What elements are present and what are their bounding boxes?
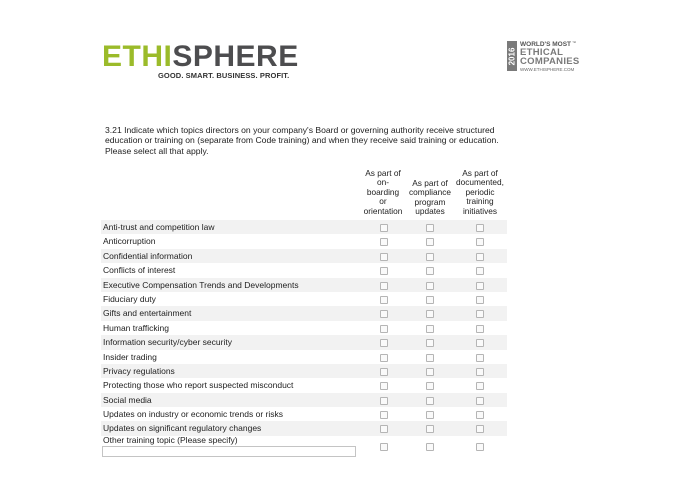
badge-line-1: WORLD'S MOST <box>520 41 572 48</box>
checkbox-onboarding[interactable] <box>380 354 388 362</box>
row-label: Fiduciary duty <box>103 293 156 304</box>
checkbox-compliance[interactable] <box>426 282 434 290</box>
logo-sphere: SPHERE <box>172 40 299 73</box>
checkbox-onboarding[interactable] <box>380 253 388 261</box>
column-header-periodic: As part of documented, periodic training initiatives <box>456 168 504 216</box>
row-label: Anti-trust and competition law <box>103 222 215 232</box>
checkbox-onboarding[interactable] <box>380 310 388 318</box>
column-header-compliance: As part of compliance program updates <box>409 178 451 217</box>
table-row <box>101 306 507 320</box>
checkbox-compliance[interactable] <box>426 443 434 451</box>
checkbox-periodic[interactable] <box>476 282 484 290</box>
checkbox-periodic[interactable] <box>476 382 484 390</box>
checkbox-compliance[interactable] <box>426 238 434 246</box>
column-header-onboarding: As part of on- boarding or orientation <box>363 168 403 216</box>
row-label: Anticorruption <box>103 236 156 247</box>
checkbox-onboarding[interactable] <box>380 325 388 333</box>
row-label: Conflicts of interest <box>103 265 176 276</box>
checkbox-compliance[interactable] <box>426 339 434 347</box>
question-text: 3.21 Indicate which topics directors on your company's Board or governing authority receive structured education or training on (separate from Code training) and when they receive said training or education. Please select all that apply. <box>105 125 499 156</box>
checkbox-periodic[interactable] <box>476 411 484 419</box>
checkbox-compliance[interactable] <box>426 325 434 333</box>
ethisphere-logo <box>102 40 299 80</box>
checkbox-onboarding[interactable] <box>380 224 388 232</box>
table-row <box>101 278 507 292</box>
ethical-companies-badge <box>507 40 580 74</box>
row-label: Insider trading <box>103 351 157 362</box>
table-row <box>101 249 507 263</box>
row-label: Confidential information <box>103 250 193 261</box>
checkbox-periodic[interactable] <box>476 238 484 246</box>
checkbox-periodic[interactable] <box>476 425 484 433</box>
checkbox-compliance[interactable] <box>426 397 434 405</box>
checkbox-periodic[interactable] <box>476 310 484 318</box>
checkbox-onboarding[interactable] <box>380 411 388 419</box>
row-label: Updates on industry or economic trends or risks <box>103 409 283 420</box>
table-row <box>101 263 507 277</box>
checkbox-compliance[interactable] <box>426 425 434 433</box>
checkbox-periodic[interactable] <box>476 368 484 376</box>
checkbox-periodic[interactable] <box>476 325 484 333</box>
table-row <box>101 220 507 234</box>
checkbox-periodic[interactable] <box>476 253 484 261</box>
row-label: Executive Compensation Trends and Developments <box>103 279 299 290</box>
checkbox-compliance[interactable] <box>426 354 434 362</box>
table-row <box>101 335 507 349</box>
row-label: Social media <box>103 394 152 405</box>
checkbox-periodic[interactable] <box>476 339 484 347</box>
row-label: Protecting those who report suspected misconduct <box>103 380 294 391</box>
table-row <box>101 378 507 392</box>
checkbox-compliance[interactable] <box>426 382 434 390</box>
row-label: Information security/cyber security <box>103 337 232 348</box>
row-label: Updates on significant regulatory changes <box>103 423 262 434</box>
checkbox-onboarding[interactable] <box>380 238 388 246</box>
table-row <box>101 350 507 364</box>
logo-ethi: ETHI <box>102 40 173 73</box>
checkbox-compliance[interactable] <box>426 224 434 232</box>
checkbox-onboarding[interactable] <box>380 339 388 347</box>
checkbox-compliance[interactable] <box>426 368 434 376</box>
logo-wordmark <box>102 42 299 72</box>
checkbox-compliance[interactable] <box>426 296 434 304</box>
checkbox-periodic[interactable] <box>476 267 484 275</box>
table-row <box>101 321 507 335</box>
badge-year: 2016 <box>507 41 517 71</box>
badge-line-3: COMPANIES <box>520 56 580 67</box>
checkbox-compliance[interactable] <box>426 253 434 261</box>
row-label: Gifts and entertainment <box>103 308 192 319</box>
checkbox-compliance[interactable] <box>426 267 434 275</box>
checkbox-periodic[interactable] <box>476 224 484 232</box>
checkbox-periodic[interactable] <box>476 443 484 451</box>
checkbox-compliance[interactable] <box>426 411 434 419</box>
checkbox-periodic[interactable] <box>476 354 484 362</box>
row-label: Other training topic (Please specify) <box>103 434 238 445</box>
checkbox-periodic[interactable] <box>476 397 484 405</box>
checkbox-onboarding[interactable] <box>380 397 388 405</box>
row-label: Human trafficking <box>103 322 169 333</box>
checkbox-onboarding[interactable] <box>380 425 388 433</box>
badge-trademark: ™ <box>572 40 576 45</box>
table-row <box>101 234 507 248</box>
checkbox-onboarding[interactable] <box>380 296 388 304</box>
topics-table <box>101 220 507 458</box>
badge-url: WWW.ETHISPHERE.COM <box>520 67 575 72</box>
checkbox-onboarding[interactable] <box>380 382 388 390</box>
checkbox-onboarding[interactable] <box>380 282 388 290</box>
logo-tagline: GOOD. SMART. BUSINESS. PROFIT. <box>158 71 290 80</box>
other-topic-input[interactable] <box>102 446 356 457</box>
table-row <box>101 292 507 306</box>
checkbox-periodic[interactable] <box>476 296 484 304</box>
row-label: Privacy regulations <box>103 365 175 376</box>
checkbox-onboarding[interactable] <box>380 267 388 275</box>
checkbox-onboarding[interactable] <box>380 368 388 376</box>
table-row <box>101 364 507 378</box>
checkbox-compliance[interactable] <box>426 310 434 318</box>
badge-line-2: ETHICAL <box>520 47 564 58</box>
table-row <box>101 407 507 421</box>
table-row <box>101 393 507 407</box>
checkbox-onboarding[interactable] <box>380 443 388 451</box>
